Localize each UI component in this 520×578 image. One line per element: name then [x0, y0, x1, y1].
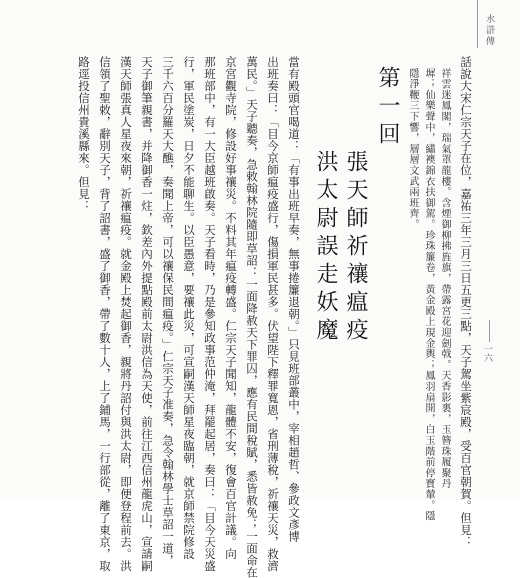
body-line: 信領了聖敕，辭別天子，背了詔書，盛了御香，帶了數十人，上了鋪馬，一行部從，離了東京，取	[98, 56, 112, 572]
running-header-title: 水滸傳	[484, 14, 494, 47]
header-rule	[477, 0, 478, 48]
body-line: 天子御筆親書，并降御香一炷，欽差內外提點殿前太尉洪信為天使，前往江西信州龍虎山，宣請嗣	[140, 56, 154, 572]
poem-line: 墀；仙樂聲中，繡襖錦衣扶御駕。珍珠簾卷，黃金殿上現金輿；鳳羽扇開，白玉階前停寶輦。隱	[423, 68, 434, 522]
poem-line: 隱淨鞭三下響，層層文武兩班齊。	[407, 68, 418, 230]
page-number: 一六	[482, 344, 492, 362]
body-line: 萬民。」天子聽奏，急敕翰林院隨即草詔：一面降赦天下罪囚，應有民間稅賦，悉皆赦免；一面命在	[245, 56, 259, 578]
body-line: 漢天師張真人星夜來朝，祈禳瘟疫。就金殿上焚起御香，親將丹詔付與洪太尉，即便登程前去。洪	[119, 56, 133, 572]
poem-line: 祥雲迷鳳閣，瑞氣罩龍樓。含煙御柳拂旌旗，帶露宮花迎劍戟。天香影裏，玉簪珠履聚丹	[439, 68, 450, 490]
chapter-number: 第一回	[375, 66, 400, 150]
opening-line: 話說大宋仁宗天子在位，嘉祐三年三月三日五更三點，天子駕坐紫宸殿，受百官朝賀。但見：	[459, 56, 473, 548]
body-line: 三千六百分羅天大醮，奏聞上帝，可以禳保民間瘟疫。」仁宗天子准奏，急令翰林學士草詔一道，	[161, 56, 175, 567]
body-line: 京宮觀寺院，修設好事禳災。不料其年瘟疫轉盛。仁宗天子聞知，龍體不安，復會百官計議。向	[224, 56, 238, 560]
body-line: 行，軍民塗炭，日夕不能聊生。以臣愚意，要禳此災，可宣嗣漢天師星夜臨朝，就京師禁院修設	[182, 56, 196, 560]
chapter-title-1: 張天師祈禳瘟疫	[343, 150, 368, 346]
body-line: 當有殿頭官喝道：「有事出班早奏，無事捲簾退朝。」只見班部叢中，宰相趙哲、參政文彥博	[287, 56, 301, 543]
body-line: 路逕投信州貴溪縣來。但見：	[77, 56, 91, 212]
page-number-rule	[489, 320, 490, 342]
chapter-title-2: 洪太尉誤走妖魔	[313, 150, 338, 346]
body-line: 出班奏曰：「目今京師瘟疫盛行，傷損軍民甚多。伏望陛下釋罪寬恩，省刑薄稅，祈禳天災，救濟	[266, 56, 280, 572]
body-line: 那班部中，有一大臣越班啟奏。天子看時，乃是參知政事范仲淹，拜罷起居，奏曰：「目今天災盛	[203, 56, 217, 572]
